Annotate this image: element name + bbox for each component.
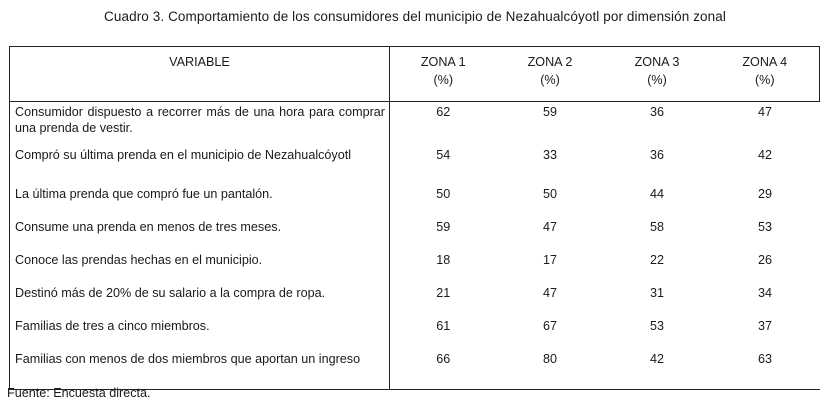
cell-zona-2: 59 — [542, 105, 557, 119]
consumer-behavior-table — [9, 46, 820, 390]
cell-zona-3: 36 — [649, 148, 664, 162]
cell-zona-4: 37 — [757, 319, 772, 333]
cell-zona-2: 33 — [542, 148, 557, 162]
cell-zona-4: 47 — [757, 105, 772, 119]
row-label: Destinó más de 20% de su salario a la compra de ropa. — [10, 283, 390, 316]
header-zona-3 — [604, 47, 711, 102]
cell-zona-1: 61 — [436, 319, 451, 333]
header-zona-1 — [390, 47, 497, 102]
cell-zona-3: 22 — [649, 253, 664, 267]
row-label: La última prenda que compró fue un pantalón. — [10, 184, 390, 217]
cell-zona-2: 67 — [542, 319, 557, 333]
table-header-row — [10, 47, 820, 102]
cell-zona-1: 62 — [436, 105, 451, 119]
cell-zona-3: 36 — [649, 105, 664, 119]
cell-zona-1: 59 — [436, 220, 451, 234]
cell-zona-1: 50 — [436, 187, 451, 201]
cell-zona-3: 58 — [649, 220, 664, 234]
zone-unit: (%) — [540, 73, 560, 87]
cell-zona-1: 66 — [390, 349, 497, 390]
zone-name: ZONA 2 — [527, 55, 573, 69]
header-zona-2 — [497, 47, 604, 102]
zone-name: ZONA 4 — [742, 55, 788, 69]
zone-unit: (%) — [754, 73, 775, 87]
zone-unit: (%) — [647, 73, 667, 87]
cell-zona-2: 47 — [542, 220, 557, 234]
cell-zona-4: 26 — [757, 253, 772, 267]
cell-zona-2: 80 — [497, 349, 604, 390]
cell-zona-3: 44 — [649, 187, 664, 201]
cell-zona-4: 34 — [757, 286, 772, 300]
row-label: Familias de tres a cinco miembros. — [10, 316, 390, 349]
table-row — [10, 102, 820, 146]
row-label: Familias con menos de dos miembros que aportan un ingreso — [10, 349, 390, 390]
header-variable: VARIABLE — [10, 47, 390, 102]
cell-zona-2: 50 — [542, 187, 557, 201]
header-zona-4 — [711, 47, 820, 102]
table-row — [10, 184, 820, 217]
cell-zona-4: 42 — [757, 148, 772, 162]
cell-zona-4: 63 — [711, 349, 820, 390]
source-note: Fuente: Encuesta directa. — [7, 386, 151, 400]
row-label: Consume una prenda en menos de tres meses. — [10, 217, 390, 250]
cell-zona-1: 54 — [436, 148, 451, 162]
table-row — [10, 316, 820, 349]
cell-zona-3: 31 — [649, 286, 664, 300]
zone-name: ZONA 3 — [634, 55, 680, 69]
table-caption: Cuadro 3. Comportamiento de los consumidores del municipio de Nezahualcóyotl por dimensión zonal — [104, 9, 726, 24]
row-label: Compró su última prenda en el municipio de Nezahualcóyotl — [10, 145, 390, 184]
cell-zona-2: 47 — [542, 286, 557, 300]
cell-zona-2: 17 — [542, 253, 557, 267]
cell-zona-1: 21 — [436, 286, 451, 300]
row-label: Consumidor dispuesto a recorrer más de una hora para comprar una prenda de vestir. — [10, 102, 390, 146]
table-row — [10, 217, 820, 250]
zone-unit: (%) — [433, 73, 454, 87]
table-row — [10, 250, 820, 283]
cell-zona-4: 53 — [757, 220, 772, 234]
cell-zona-3: 53 — [649, 319, 664, 333]
zone-name: ZONA 1 — [420, 55, 466, 69]
cell-zona-3: 42 — [604, 349, 711, 390]
row-label: Conoce las prendas hechas en el municipio. — [10, 250, 390, 283]
cell-zona-4: 29 — [757, 187, 772, 201]
table-row — [10, 145, 820, 184]
table-row — [10, 349, 820, 390]
table-row — [10, 283, 820, 316]
cell-zona-1: 18 — [436, 253, 451, 267]
